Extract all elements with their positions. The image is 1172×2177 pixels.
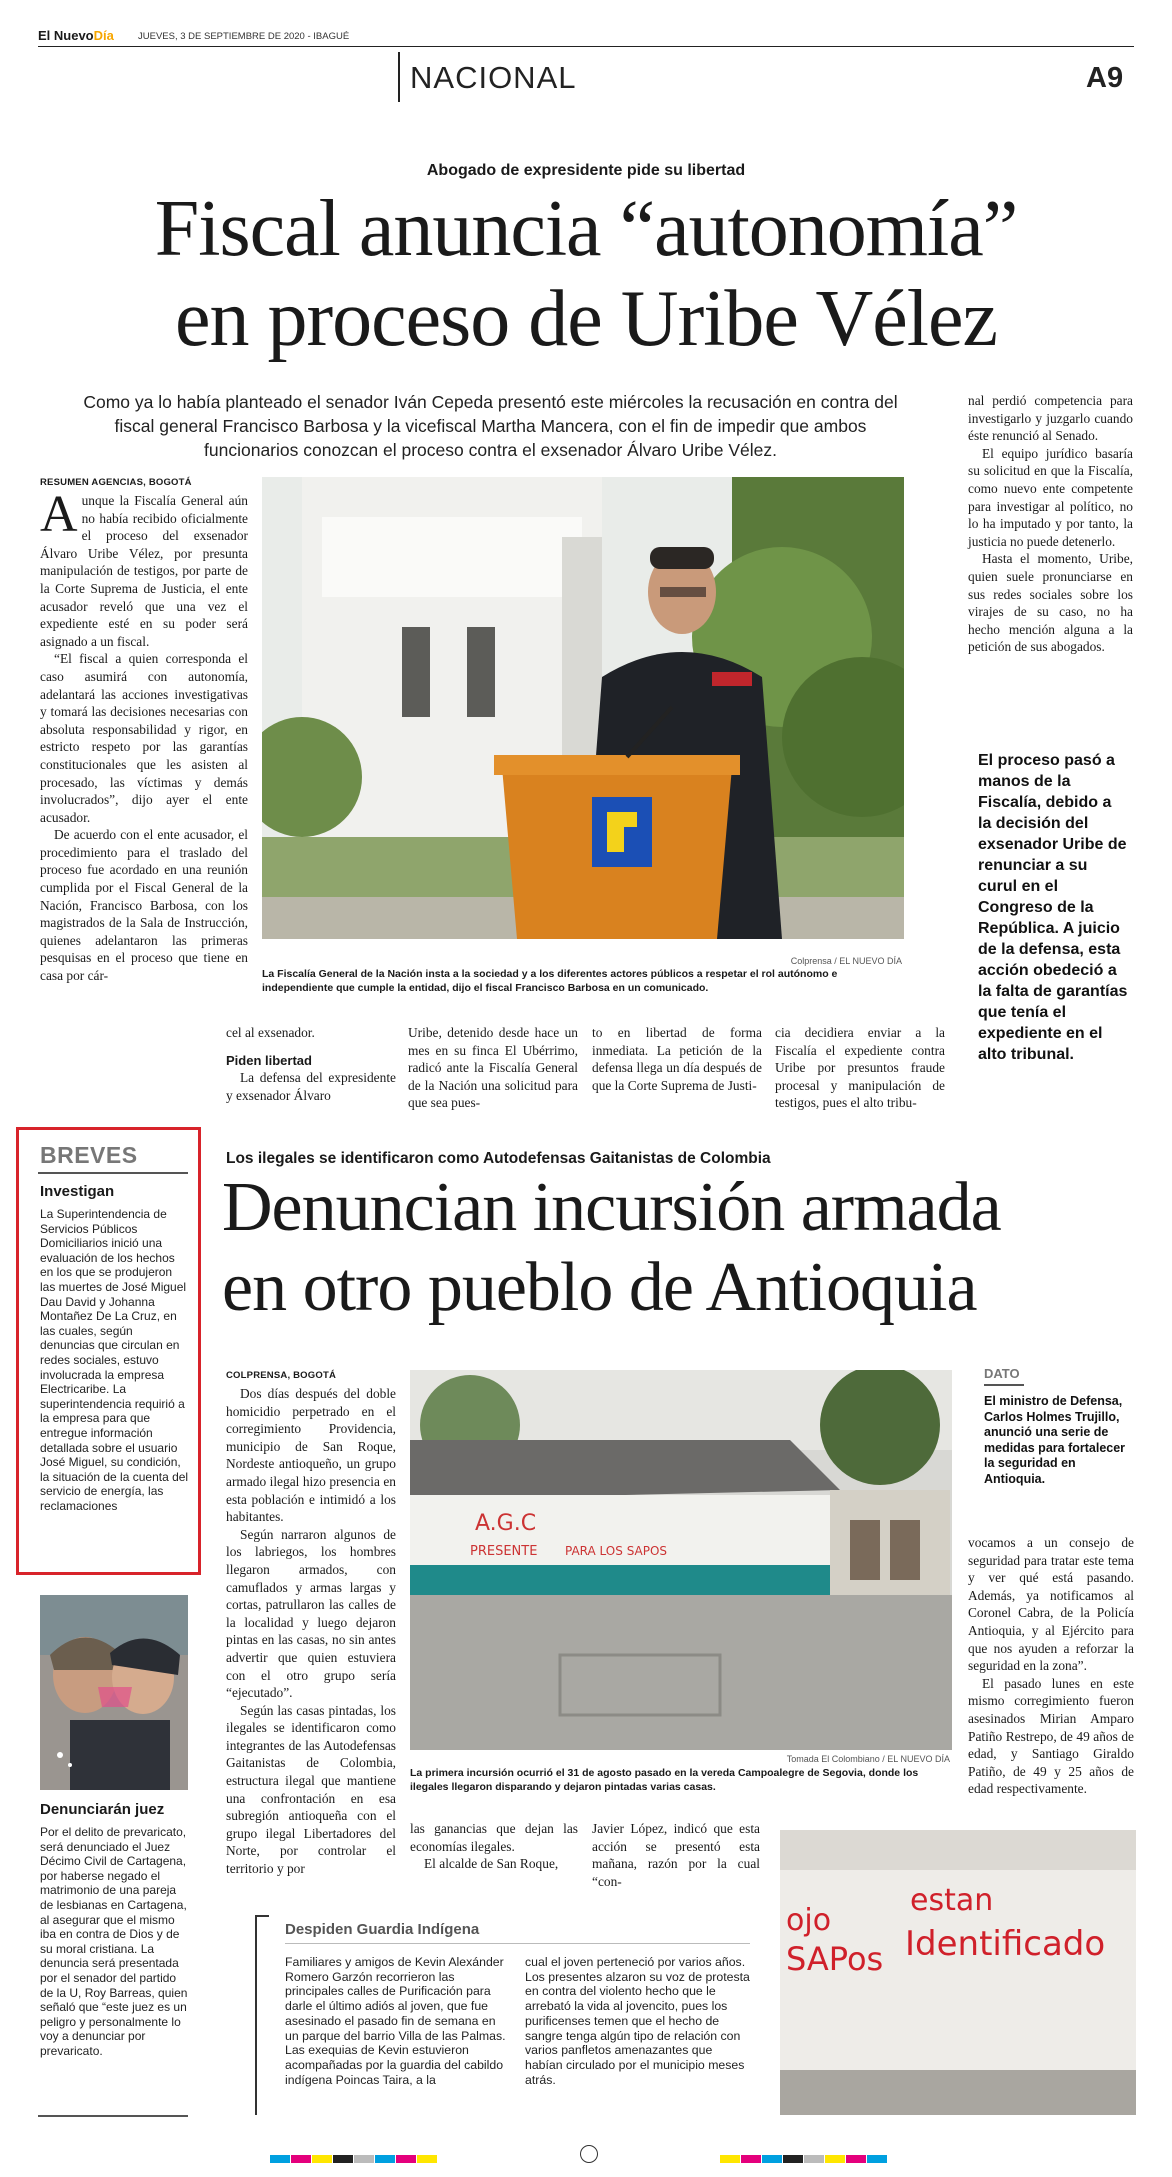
story3-title: Despiden Guardia Indígena	[285, 1921, 480, 1938]
fiscal-photo-illustration	[262, 477, 904, 939]
graffiti-sapos: PARA LOS SAPOS	[565, 1544, 668, 1558]
story1-kicker: Abogado de expresidente pide su libertad	[426, 162, 746, 179]
story1-col3-text: Uribe, detenido desde hace un mes en su finca El Ubérrimo, radicó ante la Fiscalía General de la Nación una solicitud para que sea pues-	[408, 1025, 578, 1111]
story2-photo-credit: Tomada El Colombiano / EL NUEVO DÍA	[786, 1754, 950, 1764]
breves-rule	[38, 1172, 188, 1174]
breves-item2-title: Denunciarán juez	[40, 1801, 165, 1818]
story1-column-1	[40, 486, 248, 985]
graffiti-house-photo	[410, 1370, 952, 1750]
couple-photo	[40, 1595, 188, 1790]
dato-title: DATO	[984, 1366, 1020, 1381]
registration-bar-left	[270, 2150, 438, 2168]
story1-column-4	[592, 1024, 762, 1094]
section-divider	[398, 52, 400, 102]
story2-col3-text: Javier López, indicó que esta acción se presentó esta mañana, razón por la cual “con-	[592, 1821, 760, 1889]
wall-graffiti-illustration	[780, 1830, 1136, 2115]
story2-col2-p1: las ganancias que dejan las economías ilegales.	[410, 1821, 578, 1854]
breves-title: BREVES	[40, 1142, 138, 1168]
story1-headline	[0, 184, 1172, 364]
story1-col4-text: to en libertad de forma inmediata. La petición de la defensa llega un día después de que la Corte Suprema de Justi-	[592, 1025, 762, 1093]
story3-column-1: Familiares y amigos de Kevin Alexánder Romero Garzón recorrieron las principales calles de Purificación para darle el último adiós al joven, que fue asesinado el pasado fin de semana en un parque del barrio Villa de las Palmas. Las exequias de Kevin estuvieron acompañadas por la guardia del cabildo indígena Poincas Taira, a la	[285, 1955, 506, 2087]
breves-item2-text: Por el delito de prevaricato, será denunciado el Juez Décimo Civil de Cartagena, por haberse negado el matrimonio de una pareja de lesbianas en Cartagena, al asegurar que el mismo iba en contra de Dios y de su moral cristiana. La denuncia será presentada por el senador del partido de la U, Roy Barreas, quien señaló que “este juez es un peligro y personalmente lo voy a denunciar por prevaricato.	[40, 1825, 188, 2058]
story2-col2-p2: El alcalde de San Roque,	[424, 1856, 559, 1872]
fiscal-photo	[262, 477, 904, 939]
story2-col1-p1: Dos días después del doble homicidio perpetrado en el corregimiento Providencia, municipio de San Roque, Nordeste antioqueño, un grupo armado ilegal hizo presencia en esta población e intimidó a los habitantes.	[226, 1386, 396, 1525]
logo-text: El Nuevo	[38, 28, 94, 43]
subhead-piden-libertad: Piden libertad	[226, 1052, 312, 1068]
story2-right-column	[968, 1534, 1134, 1798]
story1-col1-p3: De acuerdo con el ente acusador, el procedimiento para el traslado del proceso fue acordado en una reunión cumplida por el Fiscal General de la Nación, Francisco Barbosa, con los magistrados de la Sala de Instrucción, quienes adelantaron las primeras pesquisas en el proceso que tiene en casa por cár-	[40, 827, 248, 984]
story1-right-p1: nal perdió competencia para investigarlo y juzgarlo cuando éste renunció al Senado.	[968, 393, 1133, 444]
registration-bar-right	[720, 2150, 888, 2168]
story1-lead: Como ya lo había planteado el senador Iván Cepeda presentó este miércoles la recusación en contra del fiscal general Francisco Barbosa y la vicefiscal Martha Mancera, con el fin de impedir que ambos funcionarios conozcan el proceso contra el exsenador Álvaro Uribe Vélez.	[83, 392, 898, 460]
story1-photo-credit: Colprensa / EL NUEVO DÍA	[790, 956, 902, 966]
wall-graffiti-photo	[780, 1830, 1136, 2115]
dato-text: El ministro de Defensa, Carlos Holmes Trujillo, anunció una serie de medidas para fortalecer la seguridad en Antioquia.	[984, 1394, 1126, 1486]
story2-headline	[222, 1168, 1001, 1328]
logo-accent: Día	[93, 28, 114, 43]
story1-column-5	[775, 1024, 945, 1112]
graffiti-ojo: ojo	[786, 1903, 832, 1938]
story2-headline-line2: en otro pueblo de Antioquia	[222, 1249, 977, 1326]
story3-title-rule	[285, 1943, 750, 1944]
story1-pullquote: El proceso pasó a manos de la Fiscalía, debido a la decisión del exsenador Uribe de renunciar a su curul en el Congreso de la República. A juicio de la defensa, esta acción obedeció a la falta de garantías que tenía el expediente en el alto tribunal.	[978, 752, 1128, 1063]
story2-col1-p2: Según narraron algunos de los labriegos, los hombres llegaron armados, con camuflados y armas largas y cortas, patrullaron las calles de la localidad y luego dejaron pintas en las casas, no sin antes advertir que quien estuviera con el otro grupo sería “ejecutado”.	[226, 1526, 396, 1701]
graffiti-house-illustration	[410, 1370, 952, 1750]
graffiti-sapos-wall: SAPos	[786, 1940, 884, 1978]
story1-headline-line1: Fiscal anuncia “autonomía”	[154, 185, 1018, 273]
story1-right-p2: El equipo jurídico basaría su solicitud en que la Fiscalía, como nuevo ente competente para investigar al político, no lo ha imputado y por tanto, la justicia no puede detenerlo.	[968, 445, 1133, 549]
breves-item1-text: La Superintendencia de Servicios Públicos Domiciliarios inició una evaluación de los hechos en los que se produjeron las muertes de José Miguel Dau David y Johanna Montañez De La Cruz, en las cuales, según denuncias que circulan en redes sociales, estuvo involucrada la empresa Electricaribe. La superintendencia requirió a la empresa para que entregue información detallada sobre el usuario José Miguel, su condición, la situación de la cuenta del servicio de energía, las reclamaciones	[40, 1207, 189, 1513]
story1-headline-line2: en proceso de Uribe Vélez	[174, 275, 998, 363]
breves-bottom-rule	[38, 2115, 188, 2117]
story1-photo-caption: La Fiscalía General de la Nación insta a la sociedad y a los diferentes actores públicos a respetar el rol autónomo e independiente que cumple la entidad, dijo el fiscal Francisco Barbosa en un comunicado.	[262, 968, 838, 994]
story1-column-3	[408, 1024, 578, 1112]
story1-col1-p2: “El fiscal a quien corresponda el caso asumirá con autonomía, adelantará las acciones investigativas y tomará las decisiones necesarias con absoluta responsabilidad y rigor, en estricto respeto por las garantías constitucionales que les asisten al procesado, las víctimas y demás involucrados”, dijo ayer el ente acusador.	[40, 651, 248, 825]
story1-col2-a: cel al exsenador.	[226, 1025, 315, 1040]
graffiti-identificado: Identificado	[905, 1924, 1106, 1964]
story3-column-2: cual el joven perteneció por varios años. Los presentes alzaron su voz de protesta en contra del violento hecho que le arrebató la vida al jovencito, pues los purificenses temen que el hecho de sangre tenga algún tipo de relación con varios panfletos amenazantes que habían circulado por el municipio meses atrás.	[525, 1955, 750, 2087]
page-number: A9	[1086, 62, 1124, 94]
graffiti-presente: PRESENTE	[470, 1544, 538, 1559]
story2-column-3	[592, 1820, 760, 1890]
registration-mark	[580, 2145, 598, 2163]
graffiti-agc: A.G.C	[475, 1511, 537, 1536]
section-title: NACIONAL	[410, 60, 577, 95]
story1-column-2	[226, 1024, 396, 1104]
story1-right-column	[968, 392, 1133, 656]
masthead-logo	[38, 28, 114, 43]
story1-right-p3: Hasta el momento, Uribe, quien suele pronunciarse en sus redes sociales sobre los virajes de su caso, no ha hecho mención alguna a la petición de sus abogados.	[968, 551, 1133, 655]
dropcap: A	[40, 486, 78, 543]
story3-bracket	[255, 1915, 269, 2115]
story2-photo-caption: La primera incursión ocurrió el 31 de agosto pasado en la vereda Campoalegre de Segovia, donde los ilegales llegaron disparando y dejaron pintadas varias casas.	[410, 1767, 919, 1793]
couple-photo-illustration	[40, 1595, 188, 1790]
graffiti-estan: estan	[910, 1883, 994, 1918]
dato-rule	[984, 1384, 1024, 1386]
story1-col1-p1: unque la Fiscalía General aún no había recibido oficialmente el proceso del exsenador Álvaro Uribe Vélez, por presunta manipulación de testigos, por parte de la Corte Suprema de Justicia, el ente acusador reveló que una vez el expediente esté en su poder será asignado a un fiscal.	[40, 493, 248, 649]
story1-col5-text: cia decidiera enviar a la Fiscalía el expediente contra Uribe por presuntos fraude procesal y manipulación de testigos, pues el alto tribu-	[775, 1025, 945, 1111]
story2-column-1	[226, 1385, 396, 1878]
story1-col2-b: La defensa del expresidente y exsenador Álvaro	[226, 1070, 396, 1103]
header-rule	[38, 46, 1134, 47]
story2-col1-p3: Según las casas pintadas, los ilegales se identificaron como integrantes de las Autodefensas Gaitanistas de Colombia, estructura ilegal que mantiene una confrontación en esa subregión antioqueña con el grupo ilegal Libertadores del Norte, por controlar el territorio y por	[226, 1702, 396, 1877]
story2-right-p1: vocamos a un consejo de seguridad para tratar este tema y ver qué está pasando. Además, ya notificamos al Coronel Cabra, de la Policía Antioquia, y al Ejército para que nos ayuden a reforzar la seguridad en la zona”.	[968, 1535, 1134, 1674]
breves-item1-title: Investigan	[40, 1183, 115, 1200]
story2-byline: COLPRENSA, BOGOTÁ	[226, 1370, 337, 1381]
story2-column-2	[410, 1820, 578, 1873]
story1-byline: RESUMEN AGENCIAS, BOGOTÁ	[40, 477, 192, 488]
story2-headline-line1: Denuncian incursión armada	[222, 1169, 1001, 1246]
story2-kicker: Los ilegales se identificaron como Autodefensas Gaitanistas de Colombia	[226, 1150, 771, 1167]
story2-right-p2: El pasado lunes en este mismo corregimiento fueron asesinados Mirian Amparo Patiño Restrepo, de 49 años de edad, y Santiago Giraldo Patiño, de 49 y 25 años de edad respectivamente.	[968, 1675, 1134, 1797]
issue-date: JUEVES, 3 DE SEPTIEMBRE DE 2020 - IBAGUÉ	[138, 31, 350, 42]
